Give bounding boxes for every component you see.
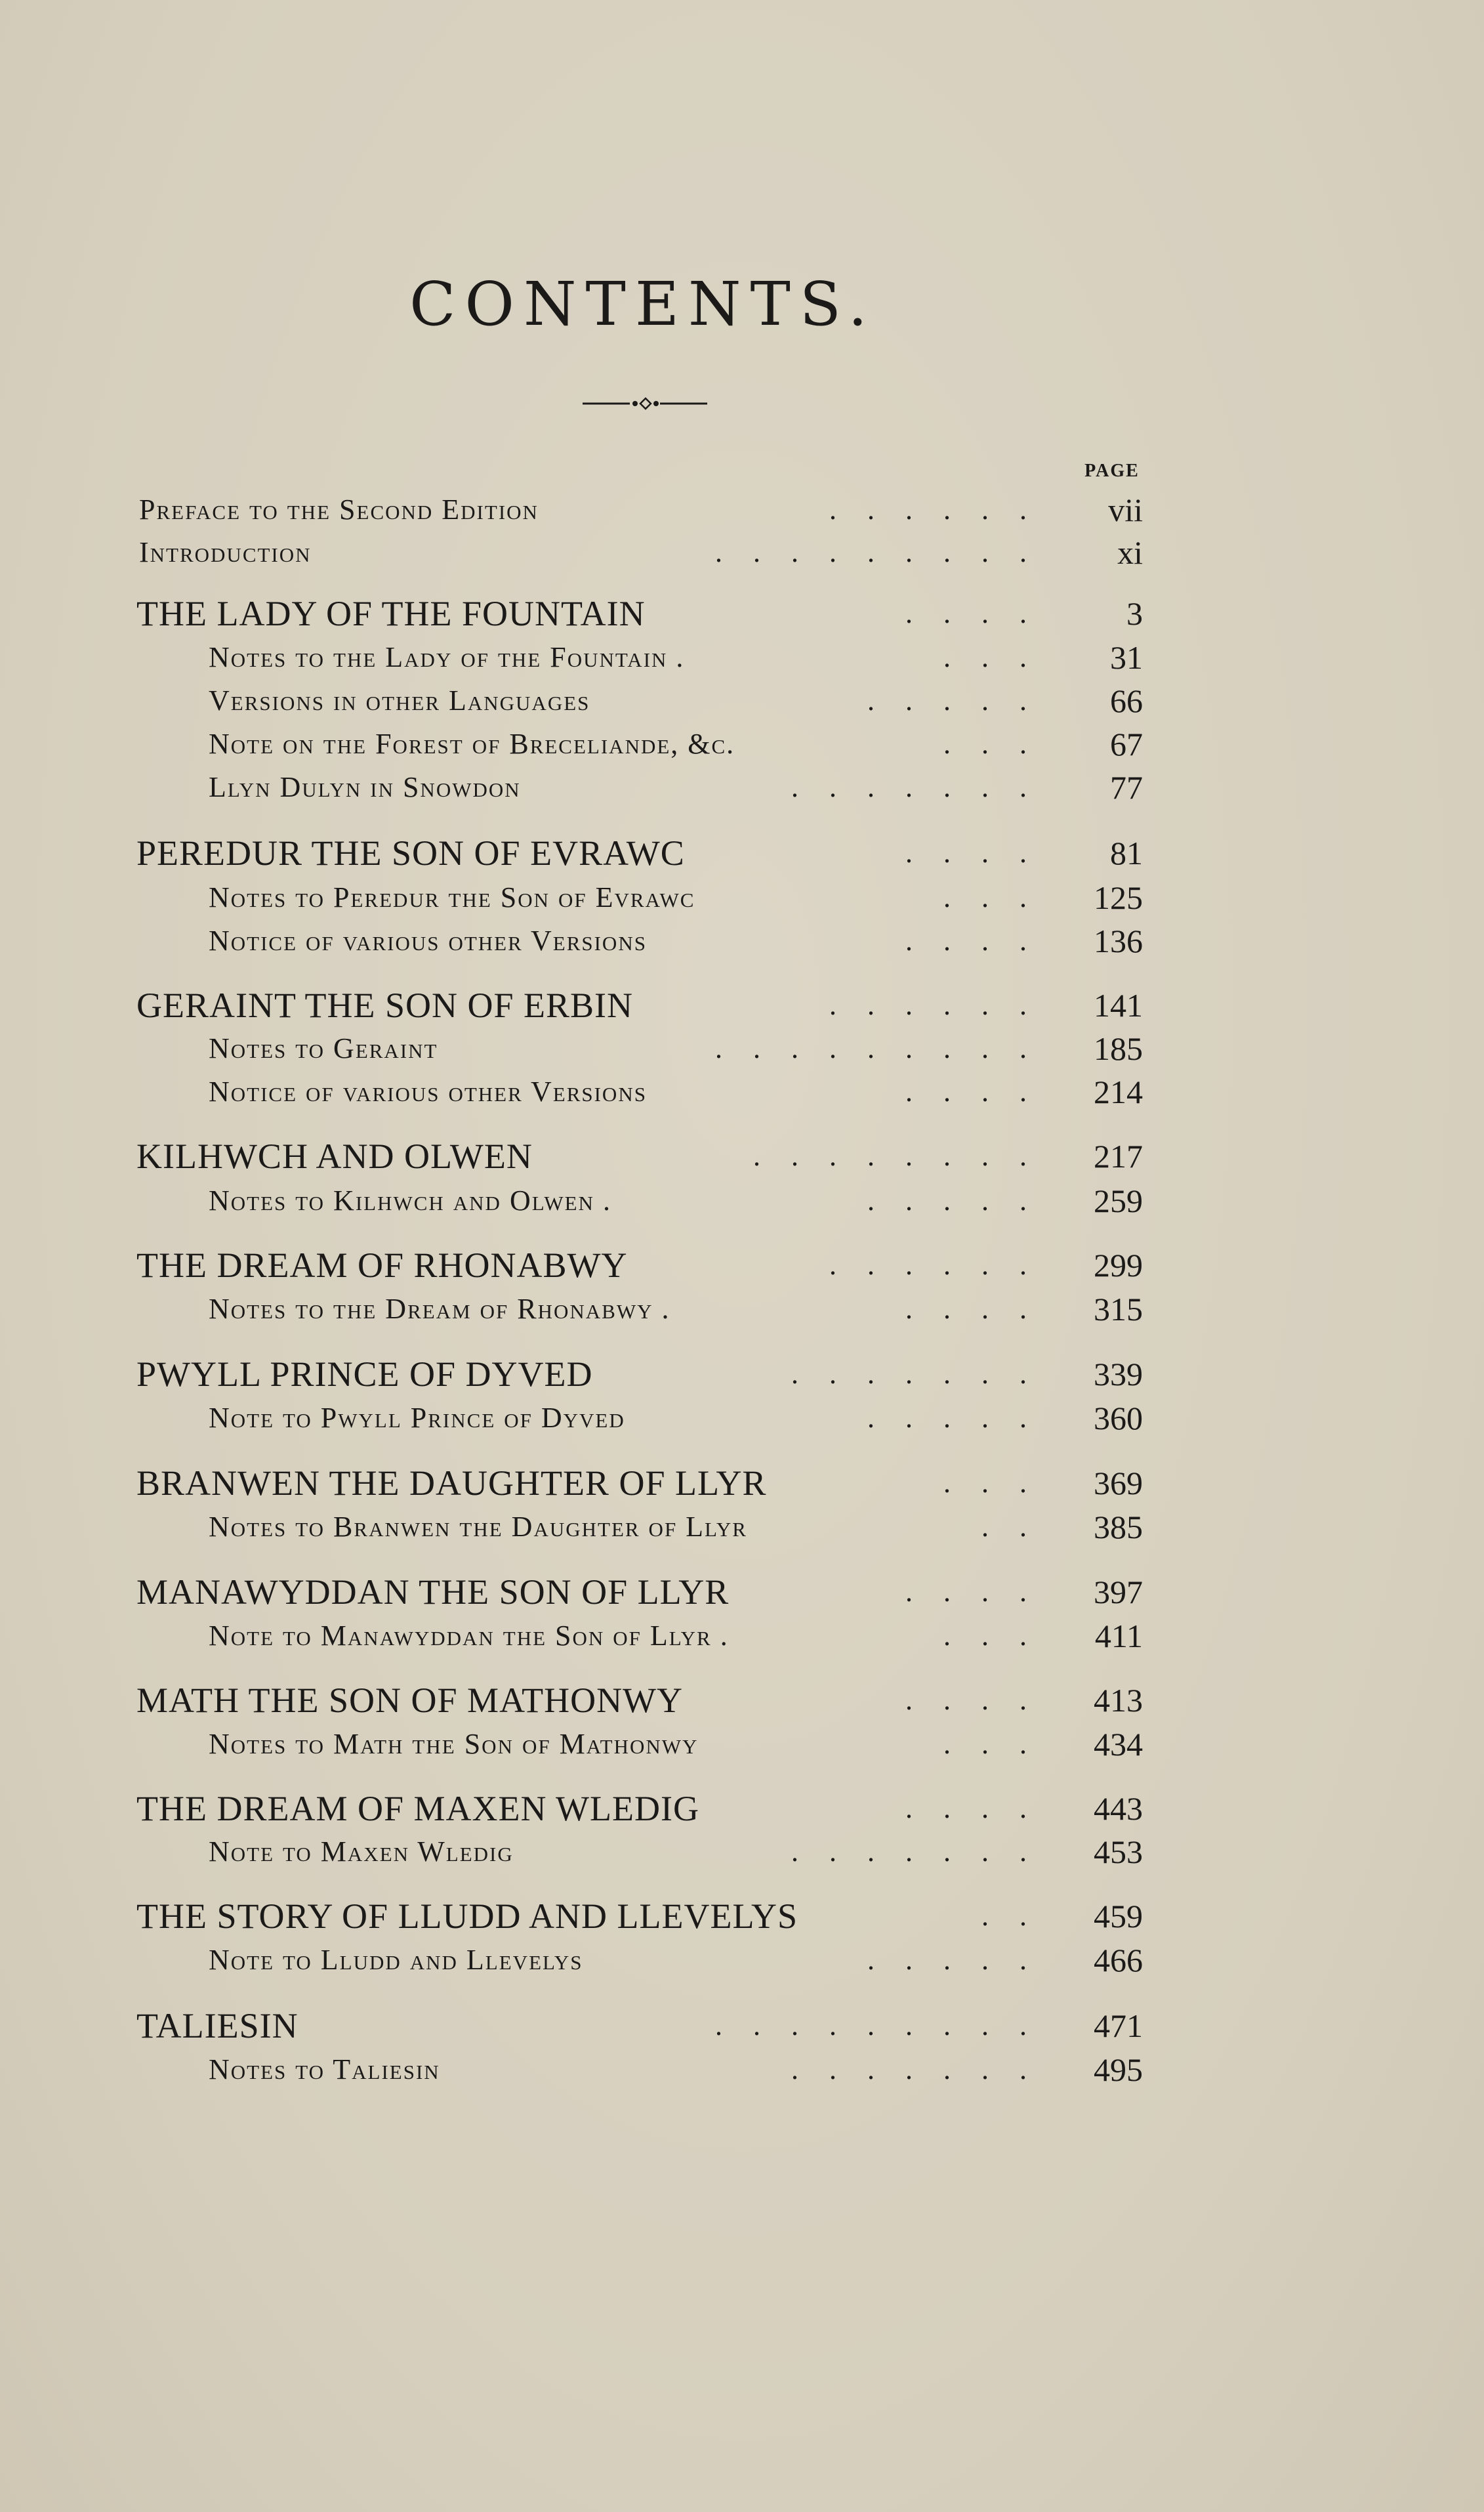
leader-dots: .... xyxy=(905,837,1058,869)
leader-dots: .... xyxy=(905,925,1058,957)
toc-entry xyxy=(0,1677,1484,1723)
entry-label: Notice of various other Versions xyxy=(209,925,647,957)
entry-label: THE DREAM OF RHONABWY xyxy=(136,1246,628,1285)
leader-dots: ........ xyxy=(753,1140,1058,1172)
entry-label: Notice of various other Versions xyxy=(209,1076,647,1108)
entry-page: 81 xyxy=(1110,835,1143,871)
entry-page: 299 xyxy=(1094,1247,1143,1284)
toc-entry xyxy=(0,1721,1484,1767)
entry-page: 66 xyxy=(1110,682,1143,719)
leader-dots: ... xyxy=(943,1467,1058,1499)
toc-entry xyxy=(0,1460,1484,1506)
entry-label: Notes to Math the Son of Mathonwy xyxy=(209,1728,699,1760)
leader-dots: ....... xyxy=(791,2053,1058,2085)
entry-label: TALIESIN xyxy=(136,2006,299,2045)
leader-dots: .... xyxy=(905,597,1058,629)
toc-entry xyxy=(0,1569,1484,1615)
entry-label: Llyn Dulyn in Snowdon xyxy=(209,771,521,803)
page-title: CONTENTS. xyxy=(409,269,876,339)
toc-entry xyxy=(0,875,1484,921)
ornament-divider-icon xyxy=(583,392,707,415)
leader-dots: .... xyxy=(905,1076,1058,1108)
toc-entry xyxy=(0,1133,1484,1179)
entry-page: 411 xyxy=(1094,1618,1143,1654)
leader-dots: ....... xyxy=(791,1835,1058,1868)
toc-entry xyxy=(0,591,1484,637)
toc-entry xyxy=(0,635,1484,680)
entry-page: 77 xyxy=(1110,769,1143,806)
toc-entry xyxy=(0,1829,1484,1875)
entry-page: 31 xyxy=(1110,639,1143,676)
entry-label: Note to Lludd and Llevelys xyxy=(209,1944,583,1976)
entry-page: 315 xyxy=(1094,1291,1143,1328)
entry-label: Introduction xyxy=(139,536,312,568)
entry-page: 125 xyxy=(1094,879,1143,916)
entry-label: PWYLL PRINCE OF DYVED xyxy=(136,1354,593,1394)
entry-label: PEREDUR THE SON OF EVRAWC xyxy=(136,833,685,873)
leader-dots: ...... xyxy=(829,1249,1058,1281)
toc-entry xyxy=(0,1178,1484,1224)
toc-entry xyxy=(0,1893,1484,1939)
leader-dots: ....... xyxy=(791,771,1058,803)
toc-entry xyxy=(0,1395,1484,1441)
leader-dots: ... xyxy=(943,641,1058,673)
leader-dots: ... xyxy=(943,728,1058,760)
toc-entry xyxy=(0,1069,1484,1115)
entry-page: 360 xyxy=(1094,1400,1143,1436)
leader-dots: .... xyxy=(905,1792,1058,1824)
leader-dots: ......... xyxy=(715,536,1058,568)
entry-page: 453 xyxy=(1094,1833,1143,1870)
entry-page: 3 xyxy=(1126,595,1143,632)
entry-label: Note to Pwyll Prince of Dyved xyxy=(209,1402,625,1434)
leader-dots: ...... xyxy=(829,493,1058,526)
leader-dots: ..... xyxy=(867,1402,1058,1434)
entry-page: vii xyxy=(1108,492,1143,528)
toc-entry xyxy=(0,530,1484,576)
entry-label: THE STORY OF LLUDD AND LLEVELYS xyxy=(136,1896,798,1936)
toc-entry xyxy=(0,764,1484,810)
entry-label: Note to Maxen Wledig xyxy=(209,1835,514,1868)
leader-dots: ......... xyxy=(715,1032,1058,1064)
entry-label: Note on the Forest of Breceliande, &c. xyxy=(209,728,735,760)
toc-entry xyxy=(0,1351,1484,1397)
entry-page: 369 xyxy=(1094,1465,1143,1501)
entry-label: MANAWYDDAN THE SON OF LLYR xyxy=(136,1572,730,1612)
entry-page: 136 xyxy=(1094,923,1143,959)
leader-dots: ....... xyxy=(791,1358,1058,1390)
toc-entry xyxy=(0,1504,1484,1550)
leader-dots: ... xyxy=(943,1620,1058,1652)
toc-entry xyxy=(0,1286,1484,1332)
entry-label: MATH THE SON OF MATHONWY xyxy=(136,1681,684,1720)
entry-page: 141 xyxy=(1094,987,1143,1024)
entry-label: BRANWEN THE DAUGHTER OF LLYR xyxy=(136,1463,767,1503)
entry-page: 434 xyxy=(1094,1726,1143,1763)
entry-label: Note to Manawyddan the Son of Llyr . xyxy=(209,1620,729,1652)
entry-label: Preface to the Second Edition xyxy=(139,493,539,526)
entry-page: 459 xyxy=(1094,1898,1143,1935)
entry-page: xi xyxy=(1117,534,1143,571)
entry-page: 339 xyxy=(1094,1356,1143,1392)
toc-entry xyxy=(0,830,1484,876)
leader-dots: .... xyxy=(905,1684,1058,1716)
entry-label: Versions in other Languages xyxy=(209,684,590,717)
leader-dots: ..... xyxy=(867,1944,1058,1976)
toc-entry xyxy=(0,721,1484,767)
entry-page: 214 xyxy=(1094,1074,1143,1110)
entry-page: 259 xyxy=(1094,1183,1143,1219)
leader-dots: ..... xyxy=(867,684,1058,717)
toc-entry xyxy=(0,1242,1484,1288)
toc-entry xyxy=(0,982,1484,1028)
entry-page: 67 xyxy=(1110,726,1143,763)
leader-dots: ... xyxy=(943,1728,1058,1760)
leader-dots: ...... xyxy=(829,989,1058,1021)
entry-label: THE LADY OF THE FOUNTAIN xyxy=(136,594,646,633)
toc-entry xyxy=(0,487,1484,533)
leader-dots: .... xyxy=(905,1293,1058,1325)
leader-dots: ..... xyxy=(867,1184,1058,1217)
entry-page: 466 xyxy=(1094,1942,1143,1978)
toc-entry xyxy=(0,2003,1484,2049)
toc-entry xyxy=(0,2047,1484,2093)
toc-entry xyxy=(0,678,1484,724)
leader-dots: ......... xyxy=(715,2009,1058,2041)
entry-page: 217 xyxy=(1094,1138,1143,1175)
entry-page: 397 xyxy=(1094,1574,1143,1610)
entry-label: THE DREAM OF MAXEN WLEDIG xyxy=(136,1789,699,1828)
entry-page: 443 xyxy=(1094,1790,1143,1827)
entry-page: 385 xyxy=(1094,1509,1143,1545)
entry-label: Notes to the Dream of Rhonabwy . xyxy=(209,1293,670,1325)
entry-page: 495 xyxy=(1094,2051,1143,2088)
leader-dots: ... xyxy=(943,881,1058,913)
leader-dots: .... xyxy=(905,1576,1058,1608)
entry-page: 471 xyxy=(1094,2007,1143,2044)
leader-dots: .. xyxy=(981,1900,1058,1932)
entry-label: GERAINT THE SON OF ERBIN xyxy=(136,986,634,1025)
entry-label: Notes to Geraint xyxy=(209,1032,438,1064)
toc-entry xyxy=(0,1786,1484,1832)
toc-entry xyxy=(0,1937,1484,1983)
entry-label: Notes to Peredur the Son of Evrawc xyxy=(209,881,695,913)
entry-label: Notes to Kilhwch and Olwen . xyxy=(209,1184,611,1217)
entry-page: 185 xyxy=(1094,1030,1143,1067)
entry-label: KILHWCH AND OLWEN xyxy=(136,1137,533,1176)
entry-page: 413 xyxy=(1094,1682,1143,1719)
entry-label: Notes to the Lady of the Fountain . xyxy=(209,641,685,673)
toc-entry xyxy=(0,918,1484,964)
toc-entry xyxy=(0,1613,1484,1659)
toc-entry xyxy=(0,1026,1484,1072)
entry-label: Notes to Branwen the Daughter of Llyr xyxy=(209,1511,747,1543)
leader-dots: .. xyxy=(981,1511,1058,1543)
page-column-header: PAGE xyxy=(1084,461,1140,481)
entry-label: Notes to Taliesin xyxy=(209,2053,440,2085)
